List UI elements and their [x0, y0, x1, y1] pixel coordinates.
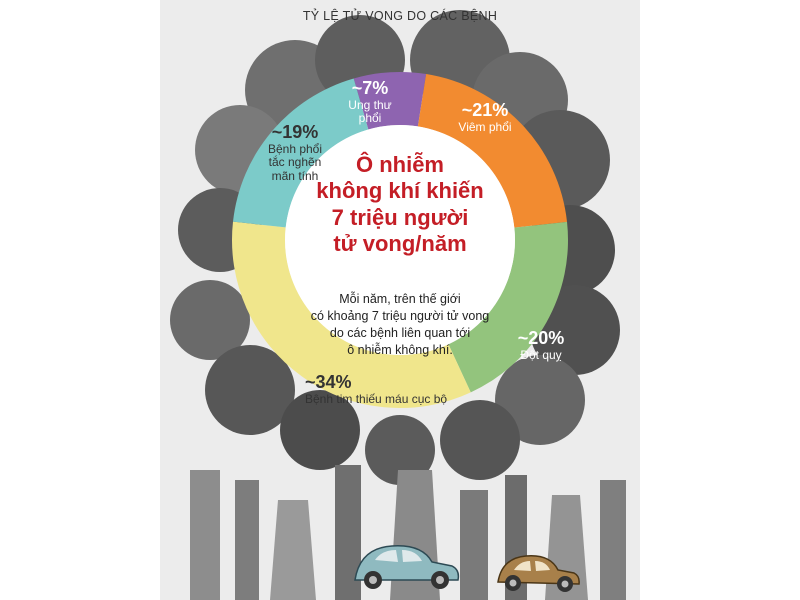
- label-phoi-tac-nghen: [255, 122, 335, 184]
- slice-name-label: phổi: [358, 111, 382, 126]
- description-line: Mỗi năm, trên thế giới: [339, 292, 461, 306]
- headline-line: tử vong/năm: [333, 231, 467, 257]
- description-line: do các bệnh liên quan tới: [329, 325, 471, 340]
- slice-pct-label: ~20%: [517, 328, 565, 348]
- headline-line: 7 triệu người: [331, 204, 469, 230]
- slice-name-label: mãn tính: [271, 169, 319, 184]
- description: [290, 291, 510, 359]
- headline-line: không khí khiến: [316, 178, 484, 204]
- slice-name-label: Đột quỵ: [520, 347, 562, 362]
- label-dot-quy: [505, 328, 577, 362]
- headline-line: Ô nhiễm: [355, 152, 444, 177]
- slice-name-label: Bệnh tim thiếu máu cục bộ: [305, 391, 448, 406]
- label-tim-thieu-mau: [305, 372, 470, 406]
- slice-name-label: Viêm phổi: [458, 119, 512, 134]
- description-line: có khoảng 7 triệu người tử vong: [310, 308, 490, 323]
- label-ung-thu-phoi: [340, 78, 400, 126]
- description-line: ô nhiễm không khí.: [347, 342, 453, 357]
- slice-pct-label: ~19%: [271, 122, 319, 142]
- slice-pct-label: ~34%: [305, 372, 352, 392]
- slice-name-label: Bệnh phổi: [267, 141, 323, 156]
- slice-pct-label: ~7%: [351, 78, 389, 98]
- slice-pct-label: ~21%: [461, 100, 509, 120]
- label-viem-phoi: [445, 100, 525, 134]
- slice-name-label: tắc nghẽn: [268, 155, 322, 170]
- slice-name-label: Ung thư: [348, 97, 392, 112]
- infographic-poster: [160, 0, 640, 600]
- chart-title: TỶ LỆ TỬ VONG DO CÁC BỆNH: [302, 9, 498, 23]
